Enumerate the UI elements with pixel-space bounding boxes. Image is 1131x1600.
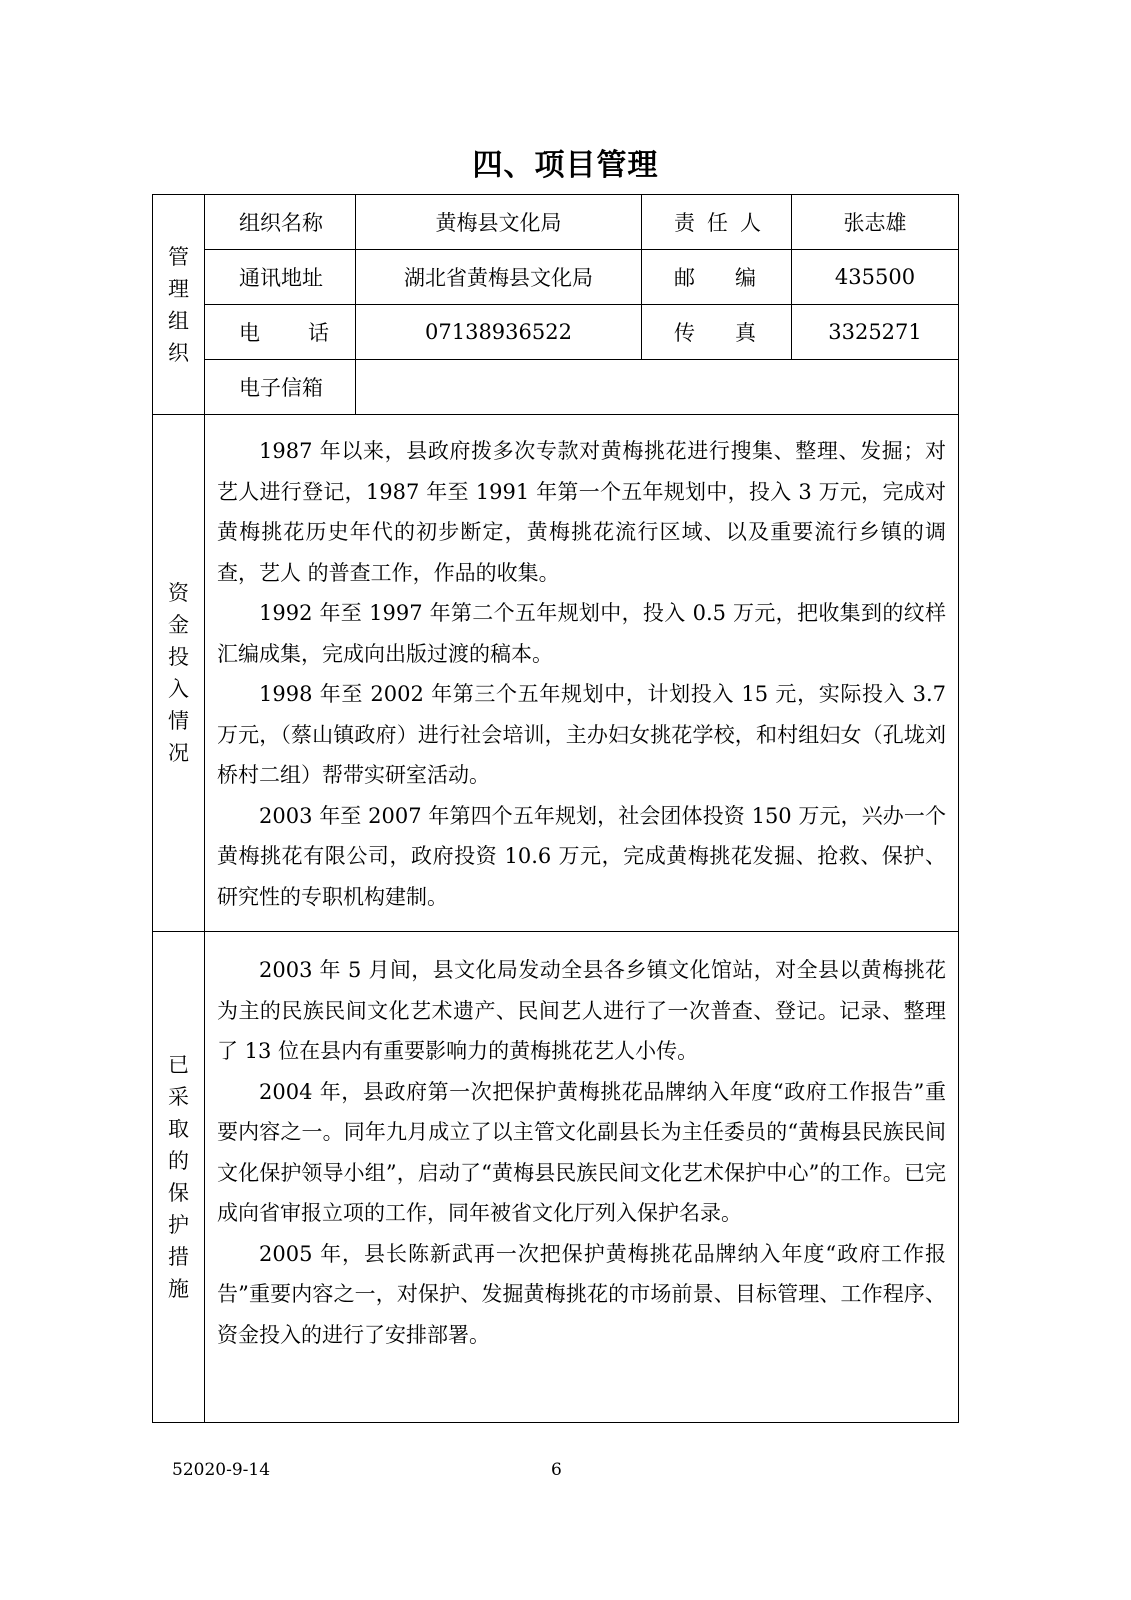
investment-paragraph: 1992 年至 1997 年第二个五年规划中，投入 0.5 万元，把收集到的纹样汇编成集，完成向出版过渡的稿本。 [217, 601, 946, 666]
responsible-label [642, 195, 792, 250]
address-label: 通讯地址 [205, 250, 356, 305]
section-label-char: 织 [168, 340, 189, 365]
org-name-label: 组织名称 [205, 195, 356, 250]
investment-section-label [153, 415, 205, 932]
section-label-char: 取 [168, 1117, 189, 1141]
section-label-char: 组 [168, 308, 189, 333]
protection-paragraph: 2005 年，县长陈新武再一次把保护黄梅挑花品牌纳入年度“政府工作报告”重要内容之一，对保护、发掘黄梅挑花的市场前景、目标管理、工作程序、资金投入的进行了安排部署。 [217, 1241, 946, 1347]
footer-doc-code: 52020-9-14 [172, 1460, 271, 1480]
postcode-value: 435500 [792, 250, 959, 305]
section-label-char: 金 [168, 613, 189, 637]
protection-content [205, 932, 959, 1423]
responsible-label-char: 责 [674, 211, 695, 235]
email-label: 电子信箱 [205, 360, 356, 415]
investment-paragraph: 2003 年至 2007 年第四个五年规划，社会团体投资 150 万元，兴办一个黄梅挑花有限公司，政府投资 10.6 万元，完成黄梅挑花发掘、抢救、保护、研究性的专职机构建制。 [217, 803, 946, 909]
section-label-char: 资 [168, 581, 189, 605]
section-label-char: 施 [168, 1277, 189, 1301]
address-value: 湖北省黄梅县文化局 [356, 250, 642, 305]
investment-paragraph: 1987 年以来，县政府拨多次专款对黄梅挑花进行搜集、整理、发掘；对艺人进行登记，1987 年至 1991 年第一个五年规划中，投入 3 万元，完成对黄梅挑花历史年代的初步断定，黄梅挑花流行区域、以及重要流行乡镇的调查，艺人 的普查工作，作品的收集。 [217, 439, 946, 585]
postcode-label [642, 250, 792, 305]
section-label-char: 护 [168, 1213, 189, 1237]
fax-label-char: 传 [674, 321, 695, 345]
section-label-char: 管 [168, 244, 189, 269]
postcode-label-char: 邮 [674, 266, 695, 290]
section-label-char: 已 [168, 1053, 189, 1077]
protection-paragraph: 2004 年，县政府第一次把保护黄梅挑花品牌纳入年度“政府工作报告”重要内容之一。同年九月成立了以主管文化副县长为主任委员的“黄梅县民族民间文化保护领导小组”，启动了“黄梅县民族民间文化艺术保护中心”的工作。已完成向省审报立项的工作，同年被省文化厅列入保护名录。 [217, 1079, 946, 1225]
fax-label [642, 305, 792, 360]
phone-label [205, 305, 356, 360]
org-name-value: 黄梅县文化局 [356, 195, 642, 250]
email-value [356, 360, 959, 415]
project-management-table [152, 194, 959, 1423]
fax-value: 3325271 [792, 305, 959, 360]
section-label-char: 入 [168, 677, 189, 701]
fax-label-char: 真 [735, 321, 756, 345]
section-label-char: 投 [168, 645, 189, 669]
phone-label-char: 话 [308, 321, 329, 345]
section-label-char: 况 [168, 741, 189, 765]
section-label-char: 采 [168, 1085, 189, 1109]
section-label-char: 保 [168, 1181, 189, 1205]
responsible-label-char: 任 [707, 211, 728, 235]
phone-label-char: 电 [239, 321, 260, 345]
page-number: 6 [551, 1460, 562, 1480]
section-label-char: 的 [168, 1149, 189, 1173]
phone-value: 07138936522 [356, 305, 642, 360]
responsible-label-char: 人 [740, 211, 761, 235]
responsible-value: 张志雄 [792, 195, 959, 250]
section-label-char: 理 [168, 276, 189, 301]
investment-content [205, 415, 959, 932]
section-label-char: 情 [168, 709, 189, 733]
section-label-char: 措 [168, 1245, 189, 1269]
protection-paragraph: 2003 年 5 月间，县文化局发动全县各乡镇文化馆站，对全县以黄梅挑花为主的民族民间文化艺术遗产、民间艺人进行了一次普查、登记。记录、整理了 13 位在县内有重要影响力的黄梅挑花艺人小传。 [217, 958, 946, 1063]
management-section-label [153, 195, 205, 415]
page-title: 四、项目管理 [472, 148, 659, 183]
protection-section-label [153, 932, 205, 1423]
postcode-label-char: 编 [735, 266, 756, 290]
investment-paragraph: 1998 年至 2002 年第三个五年规划中，计划投入 15 元，实际投入 3.7 万元，（蔡山镇政府）进行社会培训，主办妇女挑花学校，和村组妇女（孔垅刘桥村二组）帮带实研室活动。 [217, 682, 946, 787]
